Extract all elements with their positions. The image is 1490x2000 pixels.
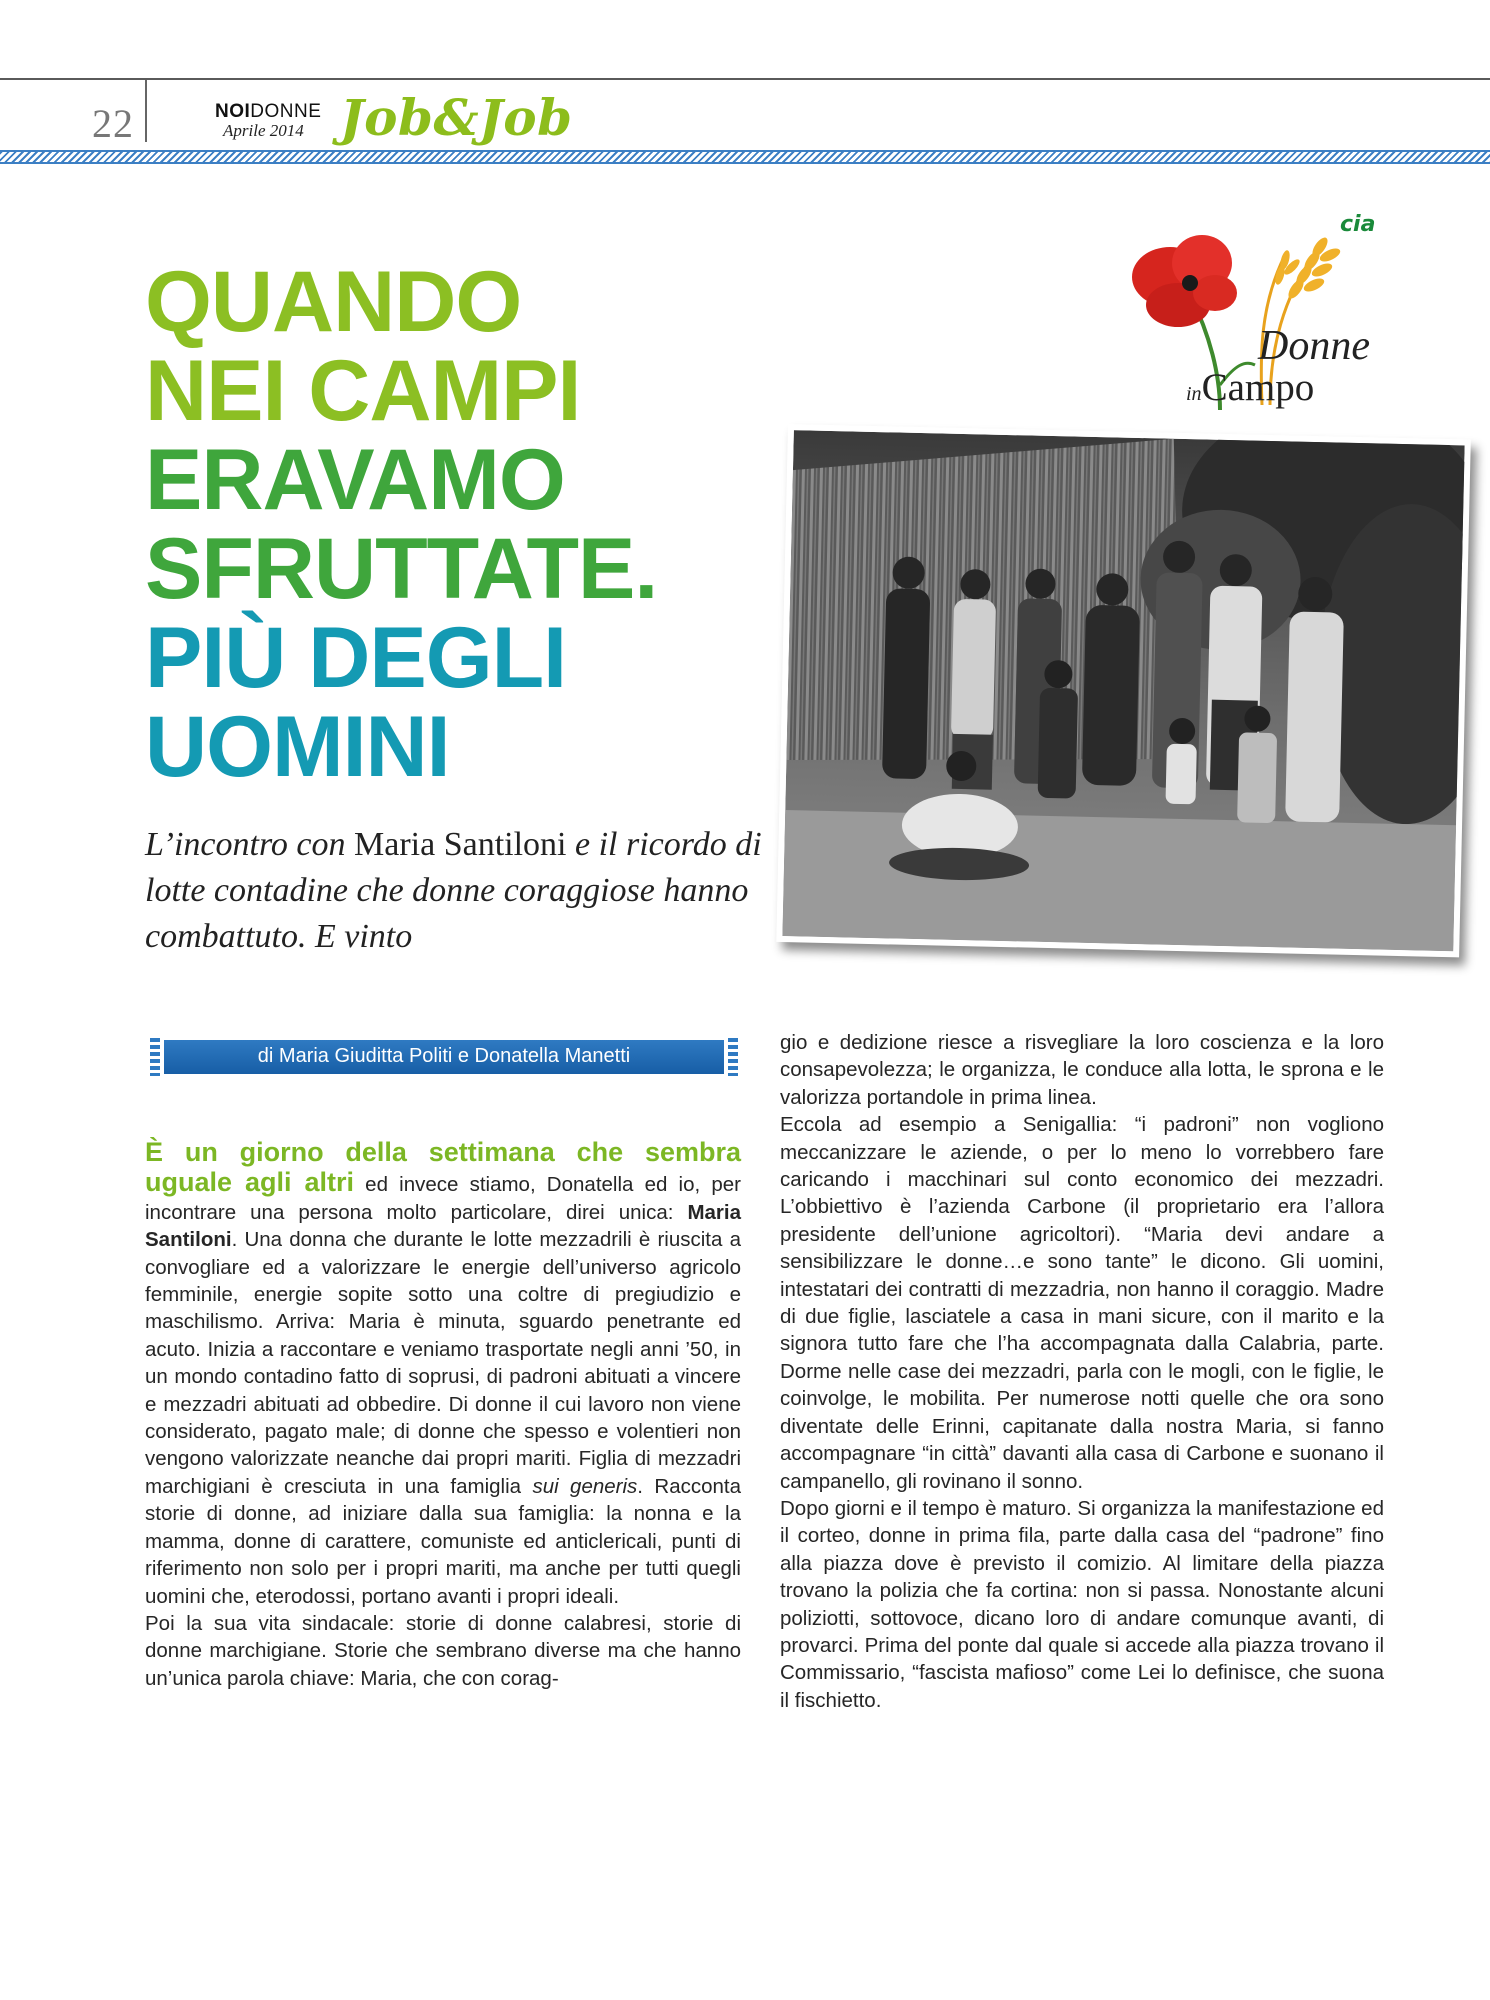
headline-line: NEI CAMPI: [145, 343, 581, 439]
headline-line: UOMINI: [145, 699, 450, 795]
section-title: Job&Job: [340, 88, 573, 147]
headline-line: QUANDO: [145, 254, 522, 350]
article-name-bold: Maria Santiloni: [145, 1200, 741, 1252]
article-column-left: [145, 1138, 741, 1692]
article-lead: È un giorno della settimana che sembra uguale agli altri: [145, 1137, 741, 1198]
top-rule: [0, 78, 1490, 80]
headline: [145, 254, 785, 795]
subtitle-name: Maria Santiloni: [354, 826, 567, 863]
header-hatched-rule: [0, 150, 1490, 164]
article-paragraph: Dopo giorni e il tempo è maturo. Si organizza la manifestazione ed il corteo, donne in prima fila, parte dalla casa del “padrone” fino alla piazza dove è previsto il comizio. Al limitare della piazza trovano la polizia che fa cortina: non si passa. Nonostante alcuni poliziotti, sottovoce, dicano loro di andare comunque avanti, di provarci. Prima del ponte dal quale si accede alla piazza trovano il Commissario, “fascista mafioso” come Lei lo definisce, che suona il fischietto.: [780, 1496, 1384, 1712]
magazine-name-light: DONNE: [250, 101, 322, 122]
article-italic: sui generis: [532, 1474, 638, 1498]
article-paragraph: Eccola ad esempio a Senigallia: “i padroni” non vogliono meccanizzare le aziende, o per lo meno lo vorrebbero fare caricando i macchinari sul conto economico dei mezzadri. L’obbiettivo è l’azienda Carbone (il proprietario era l’allora presidente dell’unione agricoltori). “Maria devi andare a sensibilizzare le donne…e sono tante” le dicono. Gli uomini, intestatari dei contratti di mezzadria, non hanno il coraggio. Madre di due figlie, lasciatele a casa in mani sicure, con il marito e la signora tutto fare che l’ha accompagnata dalla Calabria, parte. Dorme nelle case dei mezzadri, parla con le mogli, con le figlie, le coinvolge, le mobilita. Per numerose notti quelle che ora sono diventate delle Erinni, capitanate dalla nostra Maria, si fanno accompagnare “in città” davanti alla casa di Carbone e suonano il campanello, gli rovinano il sonno.: [780, 1113, 1384, 1493]
article-paragraph: gio e dedizione riesce a risvegliare la loro coscienza e la loro consapevolezza; le organizza, le conduce alla lotta, le sprona e le valorizza portandole in prima linea.: [780, 1031, 1384, 1109]
byline-bar: [148, 1034, 740, 1080]
logo-text-in: in: [1186, 383, 1202, 405]
subtitle-rest: e il ricordo di lotte contadine che donne coraggiose hanno combattuto. E vinto: [145, 826, 762, 955]
subtitle: [145, 822, 765, 960]
issue-date: Aprile 2014: [223, 121, 304, 140]
article-paragraph: Poi la sua vita sindacale: storie di donne calabresi, storie di donne marchigiane. Storie che sembrano diverse ma che hanno un’unica parola chiave: Maria, che con corag-: [145, 1611, 741, 1690]
cia-brand: cia: [1340, 212, 1376, 237]
logo-text-campo: inCampo: [1186, 366, 1315, 409]
logo-text-donne: Donne: [1258, 323, 1370, 369]
headline-line: PIÙ DEGLI: [145, 610, 567, 706]
article-column-right: [780, 1029, 1384, 1714]
subtitle-intro: L’incontro con: [145, 826, 355, 863]
magazine-name: [215, 101, 321, 123]
family-photo-image: [782, 430, 1464, 951]
byline-text: di Maria Giuditta Politi e Donatella Manetti: [257, 1045, 631, 1067]
family-photo: [776, 424, 1471, 957]
article-paragraph: È un giorno della settimana che sembra uguale agli altri ed invece stiamo, Donatella ed io, per incontrare una persona molto particolare, direi unica: Maria Santiloni. Una donna che durante le lotte mezzadrili è riuscita a convogliare ed a valorizzare le energie dell’universo agricolo femminile, energie sopite sotto una coltre di pregiudizio e maschilismo. Arriva: Maria è minuta, sguardo penetrante ed acuto. Inizia a raccontare e veniamo trasportate negli anni ’50, in un mondo contadino fatto di soprusi, di padroni abituati a vincere e mezzadri abituati ad obbedire. Di donne il cui lavoro non viene considerato, pagato male; di donne che spesso e volentieri non vengono valorizzate neanche dai propri mariti. Figlia di mezzadri marchigiani è cresciuta in una famiglia sui generis. Racconta storie di donne, ad iniziare dalla sua famiglia: la nonna e la mamma, donne di carattere, comuniste ed anticlericali, punti di riferimento non solo per i propri mariti, ma anche per tutti quegli uomini che, eterodossi, portano avanti i propri ideali.: [145, 1137, 742, 1608]
page-number: 22: [92, 101, 134, 146]
headline-line: ERAVAMO: [145, 432, 565, 528]
header-divider: [145, 80, 147, 142]
magazine-name-bold: NOI: [215, 101, 251, 122]
headline-line: SFRUTTATE.: [145, 521, 658, 617]
